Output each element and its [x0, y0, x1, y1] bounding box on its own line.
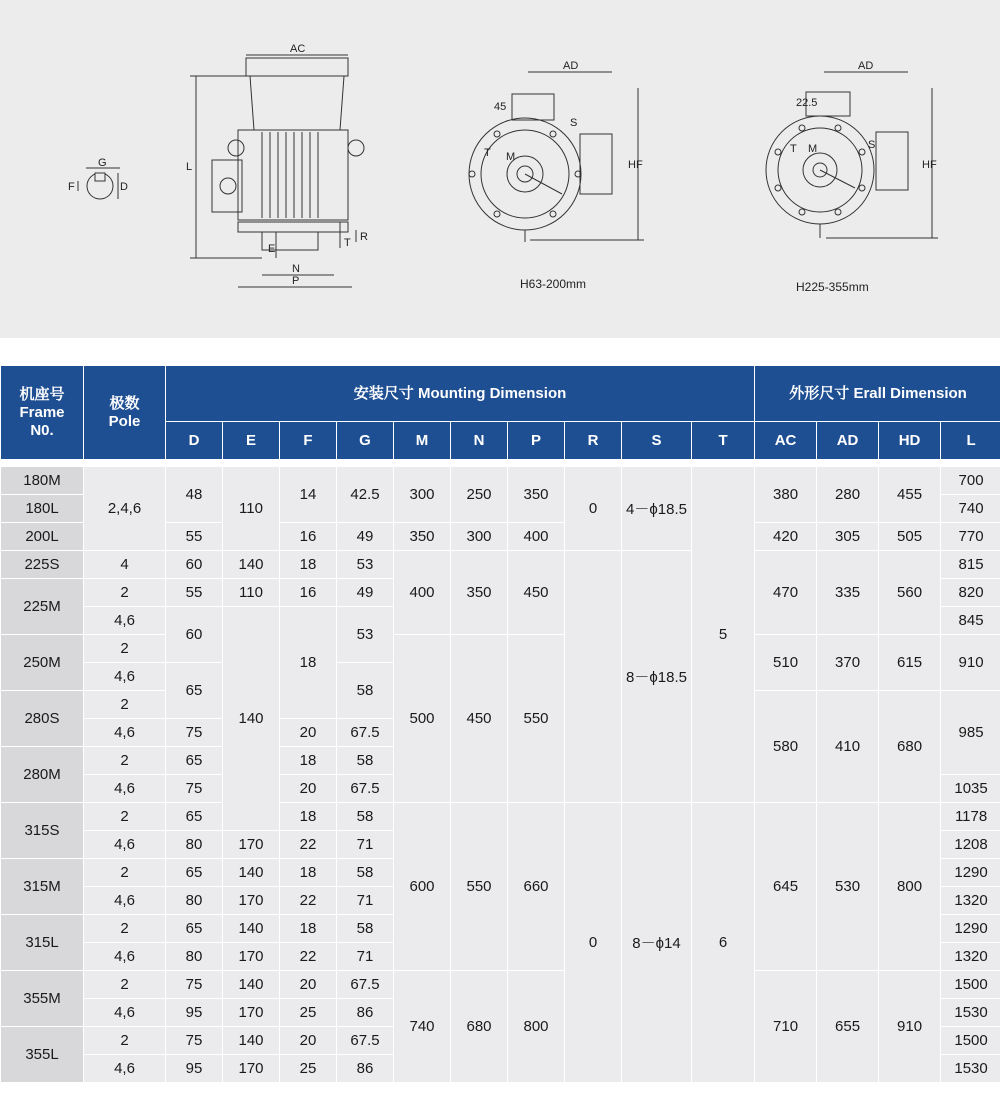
- cell-n: 550: [451, 803, 508, 971]
- cell-f: 16: [280, 579, 337, 607]
- cell-g: 71: [337, 831, 394, 859]
- cell-e: 140: [223, 915, 280, 943]
- cell-e: 110: [223, 467, 280, 551]
- cell-d: 65: [166, 915, 223, 943]
- cell-l: 740: [941, 495, 1000, 523]
- view1-label-m: M: [506, 151, 516, 163]
- cell-hd: 455: [879, 467, 941, 523]
- cell-g: 67.5: [337, 1027, 394, 1055]
- cell-e: 110: [223, 579, 280, 607]
- cell-g: 49: [337, 579, 394, 607]
- cell-n: 250: [451, 467, 508, 523]
- cell-p: 800: [508, 971, 565, 1083]
- cell-m: 600: [394, 803, 451, 971]
- cell-e: 140: [223, 607, 280, 831]
- cell-g: 86: [337, 1055, 394, 1083]
- cell-pole: 2: [84, 635, 166, 663]
- cell-frame: 250M: [1, 635, 84, 691]
- cell-d: 65: [166, 747, 223, 775]
- cell-frame: 315S: [1, 803, 84, 859]
- cell-d: 65: [166, 663, 223, 719]
- cell-g: 42.5: [337, 467, 394, 523]
- cell-t: 5: [692, 467, 755, 803]
- header-frame: [1, 366, 84, 460]
- cell-ac: 470: [755, 551, 817, 635]
- cell-f: 22: [280, 943, 337, 971]
- col-header: L: [941, 422, 1000, 460]
- cell-g: 58: [337, 803, 394, 831]
- cell-ad: 530: [817, 803, 879, 971]
- cell-pole: 2: [84, 971, 166, 999]
- cell-frame: 280M: [1, 747, 84, 803]
- cell-d: 95: [166, 1055, 223, 1083]
- cell-f: 20: [280, 971, 337, 999]
- cell-l: 845: [941, 607, 1000, 635]
- cell-l: 1178: [941, 803, 1000, 831]
- cell-pole: 4,6: [84, 607, 166, 635]
- side-label-p: P: [292, 275, 300, 287]
- cell-hd: 615: [879, 635, 941, 691]
- cell-pole: 2,4,6: [84, 467, 166, 551]
- cell-m: 300: [394, 467, 451, 523]
- cell-d: 55: [166, 579, 223, 607]
- cell-f: 25: [280, 1055, 337, 1083]
- cell-m: 350: [394, 523, 451, 551]
- cell-d: 65: [166, 859, 223, 887]
- side-label-ac: AC: [290, 43, 306, 55]
- cell-g: 67.5: [337, 971, 394, 999]
- cell-l: 815: [941, 551, 1000, 579]
- cell-l: 1530: [941, 999, 1000, 1027]
- cell-f: 20: [280, 719, 337, 747]
- cell-pole: 4,6: [84, 887, 166, 915]
- col-header: N: [451, 422, 508, 460]
- header-frame-no: N0.: [30, 421, 54, 439]
- cell-ad: 280: [817, 467, 879, 523]
- cell-frame: 315M: [1, 859, 84, 915]
- col-header: S: [622, 422, 692, 460]
- cell-frame: 355M: [1, 971, 84, 1027]
- cell-g: 86: [337, 999, 394, 1027]
- cell-frame: 180L: [1, 495, 84, 523]
- cell-pole: 4,6: [84, 999, 166, 1027]
- cell-d: 60: [166, 607, 223, 663]
- cell-n: 680: [451, 971, 508, 1083]
- cell-l: 1500: [941, 971, 1000, 999]
- cell-f: 20: [280, 1027, 337, 1055]
- cell-pole: 4,6: [84, 831, 166, 859]
- cell-d: 95: [166, 999, 223, 1027]
- cell-n: 450: [451, 635, 508, 803]
- cell-hd: 910: [879, 971, 941, 1083]
- cell-f: 18: [280, 747, 337, 775]
- view2-label-hf: HF: [922, 159, 937, 171]
- cell-ac: 710: [755, 971, 817, 1083]
- cell-g: 53: [337, 607, 394, 663]
- col-header: M: [394, 422, 451, 460]
- cell-pole: 4,6: [84, 719, 166, 747]
- cell-s: 8－ϕ14: [622, 803, 692, 1083]
- cell-pole: 2: [84, 915, 166, 943]
- cell-ac: 380: [755, 467, 817, 523]
- cell-d: 60: [166, 551, 223, 579]
- view2-label-t: T: [790, 143, 797, 155]
- cell-p: 450: [508, 551, 565, 635]
- cell-l: 1208: [941, 831, 1000, 859]
- cell-r: 0: [565, 467, 622, 551]
- cell-frame: 225S: [1, 551, 84, 579]
- caption-h225-355: H225-355mm: [796, 280, 869, 294]
- cell-pole: 2: [84, 691, 166, 719]
- header-mounting: 安装尺寸 Mounting Dimension: [166, 366, 755, 422]
- header-pole: [84, 366, 166, 460]
- cell-n: 300: [451, 523, 508, 551]
- cell-d: 75: [166, 971, 223, 999]
- shaft-label-f: F: [68, 181, 75, 193]
- cell-g: 58: [337, 663, 394, 719]
- cell-e: 170: [223, 831, 280, 859]
- cell-pole: 2: [84, 859, 166, 887]
- cell-f: 18: [280, 803, 337, 831]
- cell-g: 67.5: [337, 719, 394, 747]
- cell-g: 58: [337, 915, 394, 943]
- cell-l: 1035: [941, 775, 1000, 803]
- col-header: P: [508, 422, 565, 460]
- cell-p: 400: [508, 523, 565, 551]
- view2-label-ad: AD: [858, 60, 874, 72]
- cell-pole: 2: [84, 1027, 166, 1055]
- table-row: [1, 635, 1000, 663]
- cell-e: 140: [223, 971, 280, 999]
- cell-m: 740: [394, 971, 451, 1083]
- cell-d: 48: [166, 467, 223, 523]
- drawing-panel: [0, 0, 1000, 338]
- cell-s: 8－ϕ18.5: [622, 551, 692, 803]
- cell-e: 140: [223, 551, 280, 579]
- col-header: R: [565, 422, 622, 460]
- cell-e: 170: [223, 943, 280, 971]
- cell-ac: 510: [755, 635, 817, 691]
- cell-pole: 4,6: [84, 775, 166, 803]
- table-row: [1, 803, 1000, 831]
- view1-label-angle: 45: [494, 101, 507, 113]
- cell-hd: 560: [879, 551, 941, 635]
- cell-pole: 4,6: [84, 943, 166, 971]
- cell-g: 53: [337, 551, 394, 579]
- col-header: HD: [879, 422, 941, 460]
- cell-e: 140: [223, 1027, 280, 1055]
- shaft-section-drawing: [78, 168, 120, 199]
- cell-g: 49: [337, 523, 394, 551]
- cell-ad: 410: [817, 691, 879, 803]
- cell-d: 80: [166, 831, 223, 859]
- cell-p: 350: [508, 467, 565, 523]
- table-row: [1, 971, 1000, 999]
- cell-g: 71: [337, 943, 394, 971]
- view1-label-s: S: [570, 117, 578, 129]
- cell-f: 18: [280, 859, 337, 887]
- cell-m: 400: [394, 551, 451, 635]
- cell-f: 16: [280, 523, 337, 551]
- cell-p: 660: [508, 803, 565, 971]
- cell-g: 58: [337, 859, 394, 887]
- cell-f: 20: [280, 775, 337, 803]
- side-label-t: T: [344, 237, 351, 249]
- cell-g: 71: [337, 887, 394, 915]
- cell-f: 14: [280, 467, 337, 523]
- header-overall: 外形尺寸 Erall Dimension: [755, 366, 1000, 422]
- cell-l: 1530: [941, 1055, 1000, 1083]
- cell-f: 18: [280, 607, 337, 719]
- cell-f: 18: [280, 915, 337, 943]
- cell-l: 1320: [941, 943, 1000, 971]
- cell-e: 170: [223, 887, 280, 915]
- col-header: G: [337, 422, 394, 460]
- cell-l: 985: [941, 691, 1000, 775]
- side-label-e: E: [268, 243, 276, 255]
- cell-ac: 580: [755, 691, 817, 803]
- cell-e: 140: [223, 859, 280, 887]
- cell-ac: 420: [755, 523, 817, 551]
- cell-t: 6: [692, 803, 755, 1083]
- cell-frame: 280S: [1, 691, 84, 747]
- cell-pole: 2: [84, 747, 166, 775]
- cell-l: 1320: [941, 887, 1000, 915]
- view1-label-ad: AD: [563, 60, 579, 72]
- col-header: E: [223, 422, 280, 460]
- cell-d: 75: [166, 1027, 223, 1055]
- side-label-n: N: [292, 263, 300, 275]
- cell-l: 1290: [941, 915, 1000, 943]
- shaft-label-d: D: [120, 181, 128, 193]
- table-row: [1, 467, 1000, 495]
- cell-ad: 370: [817, 635, 879, 691]
- cell-l: 820: [941, 579, 1000, 607]
- dimension-table: [0, 365, 1000, 1083]
- cell-ad: 335: [817, 551, 879, 635]
- header-frame-cn: 机座号: [19, 385, 65, 403]
- cell-pole: 2: [84, 579, 166, 607]
- caption-h63-200: H63-200mm: [520, 277, 587, 291]
- cell-n: 350: [451, 551, 508, 635]
- cell-frame: 315L: [1, 915, 84, 971]
- col-header: D: [166, 422, 223, 460]
- view1-label-t: T: [484, 147, 491, 159]
- cell-d: 75: [166, 719, 223, 747]
- cell-frame: 225M: [1, 579, 84, 635]
- cell-p: 550: [508, 635, 565, 803]
- cell-d: 80: [166, 887, 223, 915]
- cell-frame: 355L: [1, 1027, 84, 1083]
- cell-e: 170: [223, 999, 280, 1027]
- view1-label-hf: HF: [628, 159, 643, 171]
- shaft-label-g: G: [98, 157, 107, 169]
- cell-l: 910: [941, 635, 1000, 691]
- cell-d: 65: [166, 803, 223, 831]
- cell-hd: 680: [879, 691, 941, 803]
- cell-l: 700: [941, 467, 1000, 495]
- cell-ac: 645: [755, 803, 817, 971]
- cell-d: 75: [166, 775, 223, 803]
- cell-ad: 305: [817, 523, 879, 551]
- front-view-1-drawing: [469, 72, 644, 242]
- col-header: AD: [817, 422, 879, 460]
- cell-f: 18: [280, 551, 337, 579]
- cell-r: 0: [565, 803, 622, 1083]
- cell-pole: 4,6: [84, 663, 166, 691]
- cell-pole: 2: [84, 803, 166, 831]
- view2-label-s: S: [868, 139, 876, 151]
- front-view-2-drawing: [766, 72, 938, 238]
- cell-l: 770: [941, 523, 1000, 551]
- table-row: [1, 551, 1000, 579]
- cell-ad: 655: [817, 971, 879, 1083]
- side-label-l: L: [186, 161, 193, 173]
- cell-f: 25: [280, 999, 337, 1027]
- cell-f: 22: [280, 831, 337, 859]
- cell-m: 500: [394, 635, 451, 803]
- cell-d: 55: [166, 523, 223, 551]
- cell-g: 58: [337, 747, 394, 775]
- cell-hd: 800: [879, 803, 941, 971]
- header-pole-en: Pole: [108, 412, 141, 430]
- cell-frame: 200L: [1, 523, 84, 551]
- cell-l: 1500: [941, 1027, 1000, 1055]
- cell-f: 22: [280, 887, 337, 915]
- view2-label-angle: 22.5: [796, 97, 818, 109]
- col-header: AC: [755, 422, 817, 460]
- view2-label-m: M: [808, 143, 818, 155]
- cell-r: [565, 551, 622, 803]
- cell-s: 4－ϕ18.5: [622, 467, 692, 551]
- col-header: F: [280, 422, 337, 460]
- col-header: T: [692, 422, 755, 460]
- side-label-r: R: [360, 231, 368, 243]
- cell-pole: 4,6: [84, 1055, 166, 1083]
- cell-l: 1290: [941, 859, 1000, 887]
- cell-pole: 4: [84, 551, 166, 579]
- cell-e: 170: [223, 1055, 280, 1083]
- header-pole-cn: 极数: [109, 394, 140, 412]
- cell-frame: 180M: [1, 467, 84, 495]
- header-frame-en: Frame: [19, 403, 65, 421]
- motor-side-view-drawing: [190, 55, 364, 287]
- cell-hd: 505: [879, 523, 941, 551]
- cell-d: 80: [166, 943, 223, 971]
- cell-g: 67.5: [337, 775, 394, 803]
